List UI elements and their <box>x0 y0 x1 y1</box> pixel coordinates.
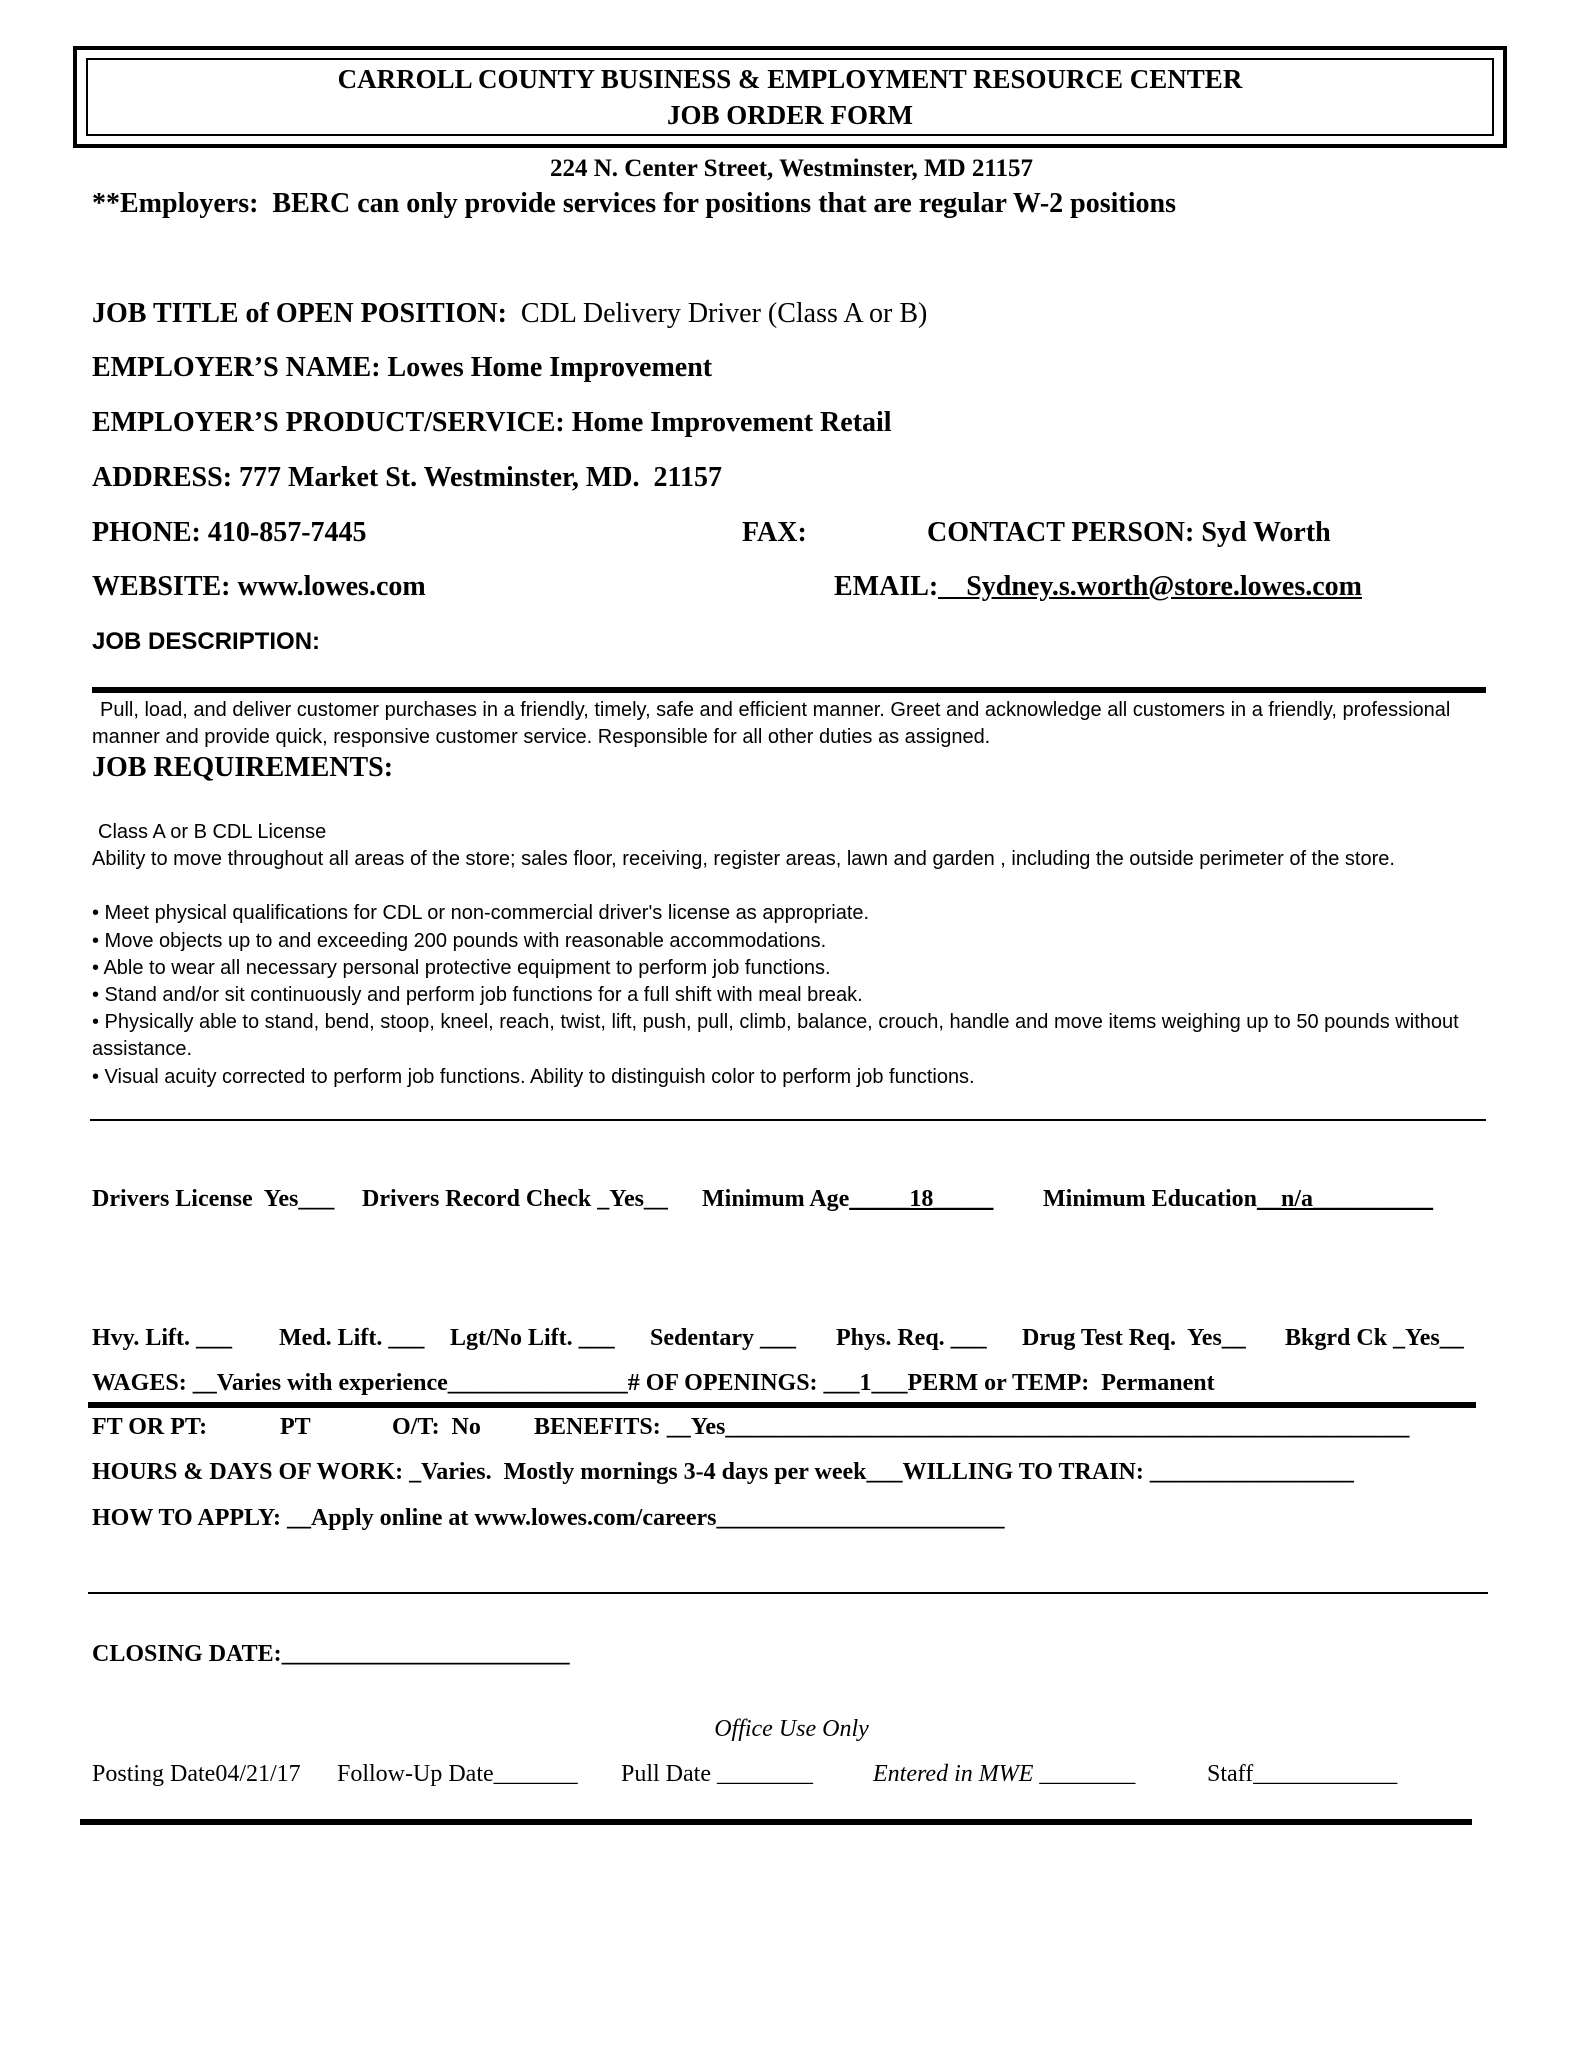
min-education <box>1043 1186 1433 1213</box>
requirement-item: • Physically able to stand, bend, stoop, kneel, reach, twist, lift, push, pull, climb, balance, crouch, handle and move items weighing up to 50 pounds without assistance. <box>92 1011 1459 1060</box>
website: WEBSITE: www.lowes.com <box>92 571 426 602</box>
follow-up-date: Follow-Up Date_______ <box>337 1761 578 1787</box>
product-service: EMPLOYER’S PRODUCT/SERVICE: Home Improvement Retail <box>92 407 892 438</box>
overtime: O/T: No <box>392 1414 481 1440</box>
closing-date: CLOSING DATE:________________________ <box>92 1641 570 1667</box>
physical-requirements: Phys. Req. ___ <box>836 1325 987 1351</box>
phone: PHONE: 410-857-7445 <box>92 517 367 548</box>
email-row <box>834 571 1362 603</box>
employer-name: EMPLOYER’S NAME: Lowes Home Improvement <box>92 352 713 383</box>
requirement-item: • Visual acuity corrected to perform job functions. Ability to distinguish color to perform job functions. <box>92 1066 975 1088</box>
background-check: Bkgrd Ck _Yes__ <box>1285 1325 1464 1351</box>
job-description-label: JOB DESCRIPTION: <box>92 628 321 655</box>
form-title: CARROLL COUNTY BUSINESS & EMPLOYMENT RESOURCE CENTER <box>337 64 1243 94</box>
employer-address: ADDRESS: 777 Market St. Westminster, MD. 21157 <box>92 462 722 493</box>
form-subtitle: JOB ORDER FORM <box>667 100 913 130</box>
thin-divider-2 <box>88 1592 1488 1594</box>
ft-pt-label: FT OR PT: <box>92 1414 208 1440</box>
thick-divider-2 <box>88 1402 1476 1408</box>
drug-test: Drug Test Req. Yes__ <box>1022 1325 1246 1351</box>
thick-divider-3 <box>80 1819 1472 1825</box>
how-to-apply: HOW TO APPLY: __Apply online at www.lowes.com/careers________________________ <box>92 1505 1005 1531</box>
requirement-item: Class A or B CDL License <box>98 821 327 843</box>
fax-label: FAX: <box>742 517 807 548</box>
record-check: Drivers Record Check _Yes__ <box>362 1186 668 1212</box>
thin-divider-1 <box>90 1119 1486 1121</box>
min-education-value: __n/a__________ <box>1257 1186 1434 1212</box>
posting-date: Posting Date04/21/17 <box>92 1761 301 1787</box>
requirement-item: • Able to wear all necessary personal protective equipment to perform job functions. <box>92 957 831 979</box>
thick-divider-1 <box>92 687 1486 693</box>
min-age-value: _____18_____ <box>849 1186 994 1212</box>
sedentary: Sedentary ___ <box>650 1325 796 1351</box>
job-title-label: JOB TITLE of OPEN POSITION: <box>92 298 507 329</box>
drivers-license: Drivers License Yes___ <box>92 1186 335 1212</box>
requirement-item: • Move objects up to and exceeding 200 pounds with reasonable accommodations. <box>92 930 827 952</box>
email-value: __Sydney.s.worth@store.lowes.com <box>938 571 1362 602</box>
min-age <box>702 1186 993 1213</box>
employer-notice: **Employers: BERC can only provide services for positions that are regular W-2 positions <box>92 188 1176 219</box>
light-lift: Lgt/No Lift. ___ <box>450 1325 615 1351</box>
contact-person: CONTACT PERSON: Syd Worth <box>927 517 1331 548</box>
min-education-label: Minimum Education <box>1043 1186 1258 1212</box>
job-description-text: Pull, load, and deliver customer purchases in a friendly, timely, safe and efficient manner. Greet and acknowledge all customers in a friendly, professional manner and provide quick, responsive customer service. Responsible for all other duties as assigned. <box>92 699 1451 748</box>
medium-lift: Med. Lift. ___ <box>279 1325 425 1351</box>
heavy-lift: Hvy. Lift. ___ <box>92 1325 233 1351</box>
requirement-item: • Meet physical qualifications for CDL or non-commercial driver's license as appropriate. <box>92 902 870 924</box>
benefits: BENEFITS: __Yes_________________________________________________________ <box>534 1414 1410 1440</box>
job-title-row <box>92 298 927 330</box>
requirement-item: Ability to move throughout all areas of the store; sales floor, receiving, register areas, lawn and garden , including the outside perimeter of the store. <box>92 848 1395 870</box>
entered-in-mwe: Entered in MWE ________ <box>873 1761 1136 1787</box>
requirement-item: • Stand and/or sit continuously and perform job functions for a full shift with meal break. <box>92 984 863 1006</box>
job-requirements-label: JOB REQUIREMENTS: <box>92 752 394 783</box>
hours-days: HOURS & DAYS OF WORK: _Varies. Mostly mornings 3-4 days per week___WILLING TO TRAIN: _________________ <box>92 1459 1354 1485</box>
email-label: EMAIL: <box>834 571 939 602</box>
staff: Staff____________ <box>1207 1761 1398 1787</box>
min-age-label: Minimum Age <box>702 1186 850 1212</box>
office-use-heading: Office Use Only <box>714 1716 869 1742</box>
center-address: 224 N. Center Street, Westminster, MD 21157 <box>549 155 1034 182</box>
pull-date: Pull Date ________ <box>621 1761 813 1787</box>
ft-pt-value: PT <box>280 1414 311 1440</box>
job-title-value: CDL Delivery Driver (Class A or B) <box>520 298 928 329</box>
wages-line: WAGES: __Varies with experience_______________# OF OPENINGS: ___1___PERM or TEMP: Permanent <box>92 1370 1215 1396</box>
